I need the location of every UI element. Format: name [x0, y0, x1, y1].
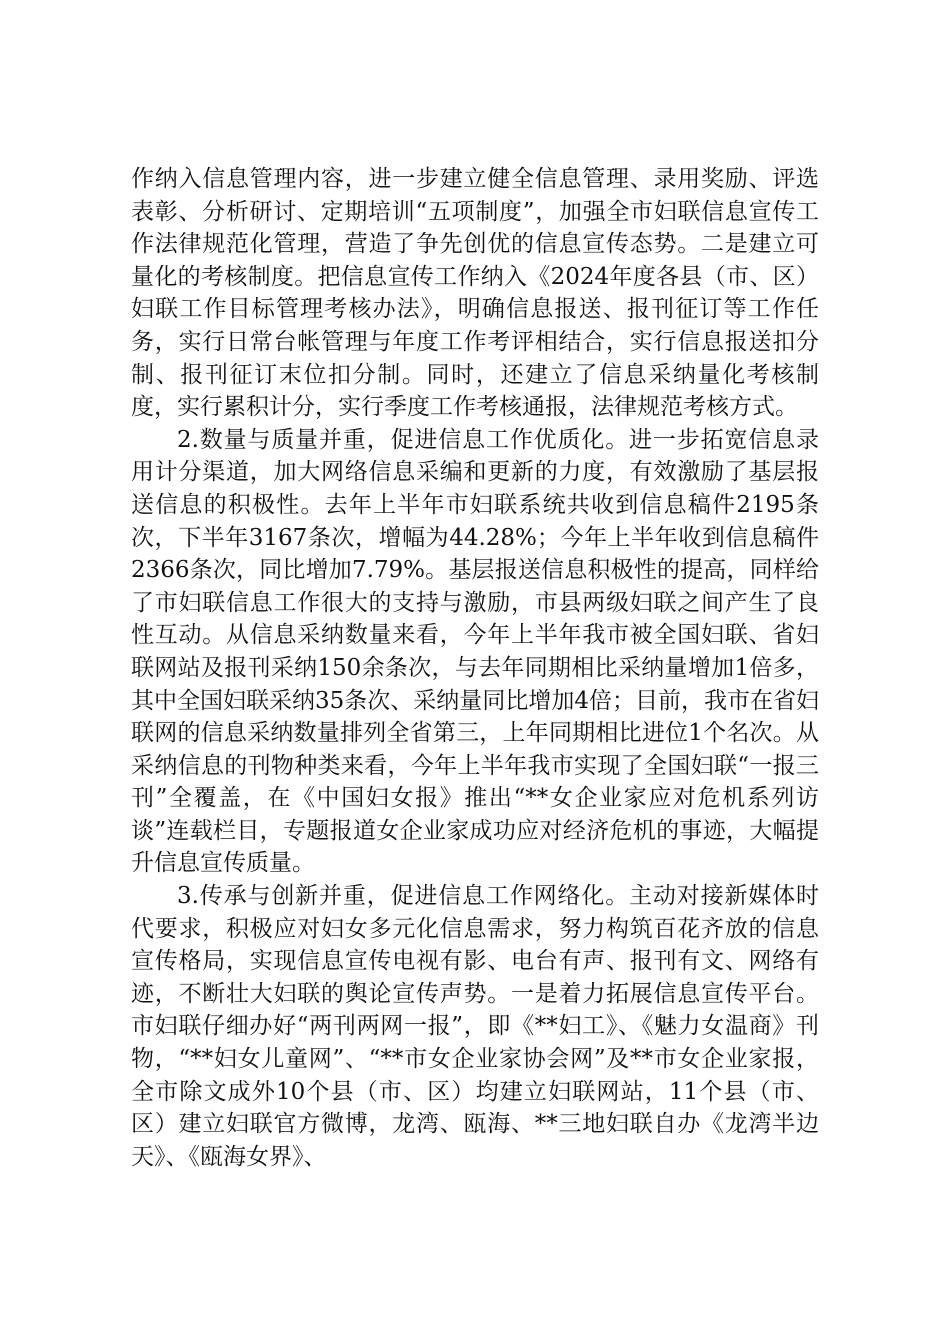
paragraph-3: 3.传承与创新并重，促进信息工作网络化。主动对接新媒体时代要求，积极应对妇女多元化信息需求，努力构筑百花齐放的信息宣传格局，实现信息宣传电视有影、电台有声、报刊有文、网络有迹，不断壮大妇联的舆论宣传声势。一是着力拓展信息宣传平台。市妇联仔细办好“两刊两网一报”，即《**妇工》、《魅力女温商》刊物，“**妇女儿童网”、“**市女企业家协会网”及**市女企业家报，全市除文成外10个县（市、区）均建立妇联网站，11个县（市、区）建立妇联官方微博，龙湾、瓯海、**三地妇联自办《龙湾半边天》、《瓯海女界》、 — [131, 883, 819, 1170]
paragraph-2: 2.数量与质量并重，促进信息工作优质化。进一步拓宽信息录用计分渠道，加大网络信息采编和更新的力度，有效激励了基层报送信息的积极性。去年上半年市妇联系统共收到信息稿件2195条次，下半年3167条次，增幅为44.28%；今年上半年收到信息稿件2366条次，同比增加7.79%。基层报送信息积极性的提高，同样给了市妇联信息工作很大的支持与激励，市县两级妇联之间产生了良性互动。从信息采纳数量来看，今年上半年我市被全国妇联、省妇联网站及报刊采纳150余条次，与去年同期相比采纳量增加1倍多，其中全国妇联采纳35条次、采纳量同比增加4倍；目前，我市在省妇联网的信息采纳数量排列全省第三，上年同期相比进位1个名次。从采纳信息的刊物种类来看，今年上半年我市实现了全国妇联“一报三刊”全覆盖，在《中国妇女报》推出“**女企业家应对危机系列访谈”连载栏目，专题报道女企业家成功应对经济危机的事迹，大幅提升信息宣传质量。 — [131, 426, 819, 877]
document-body — [131, 163, 819, 1173]
paragraph-1: 作纳入信息管理内容，进一步建立健全信息管理、录用奖励、评选表彰、分析研讨、定期培训“五项制度”，加强全市妇联信息宣传工作法律规范化管理，营造了争先创优的信息宣传态势。二是建立可量化的考核制度。把信息宣传工作纳入《2024年度各县（市、区）妇联工作目标管理考核办法》，明确信息报送、报刊征订等工作任务，实行日常台帐管理与年度工作考评相结合，实行信息报送扣分制、报刊征订末位扣分制。同时，还建立了信息采纳量化考核制度，实行累积计分，实行季度工作考核通报，法律规范考核方式。 — [131, 166, 819, 421]
